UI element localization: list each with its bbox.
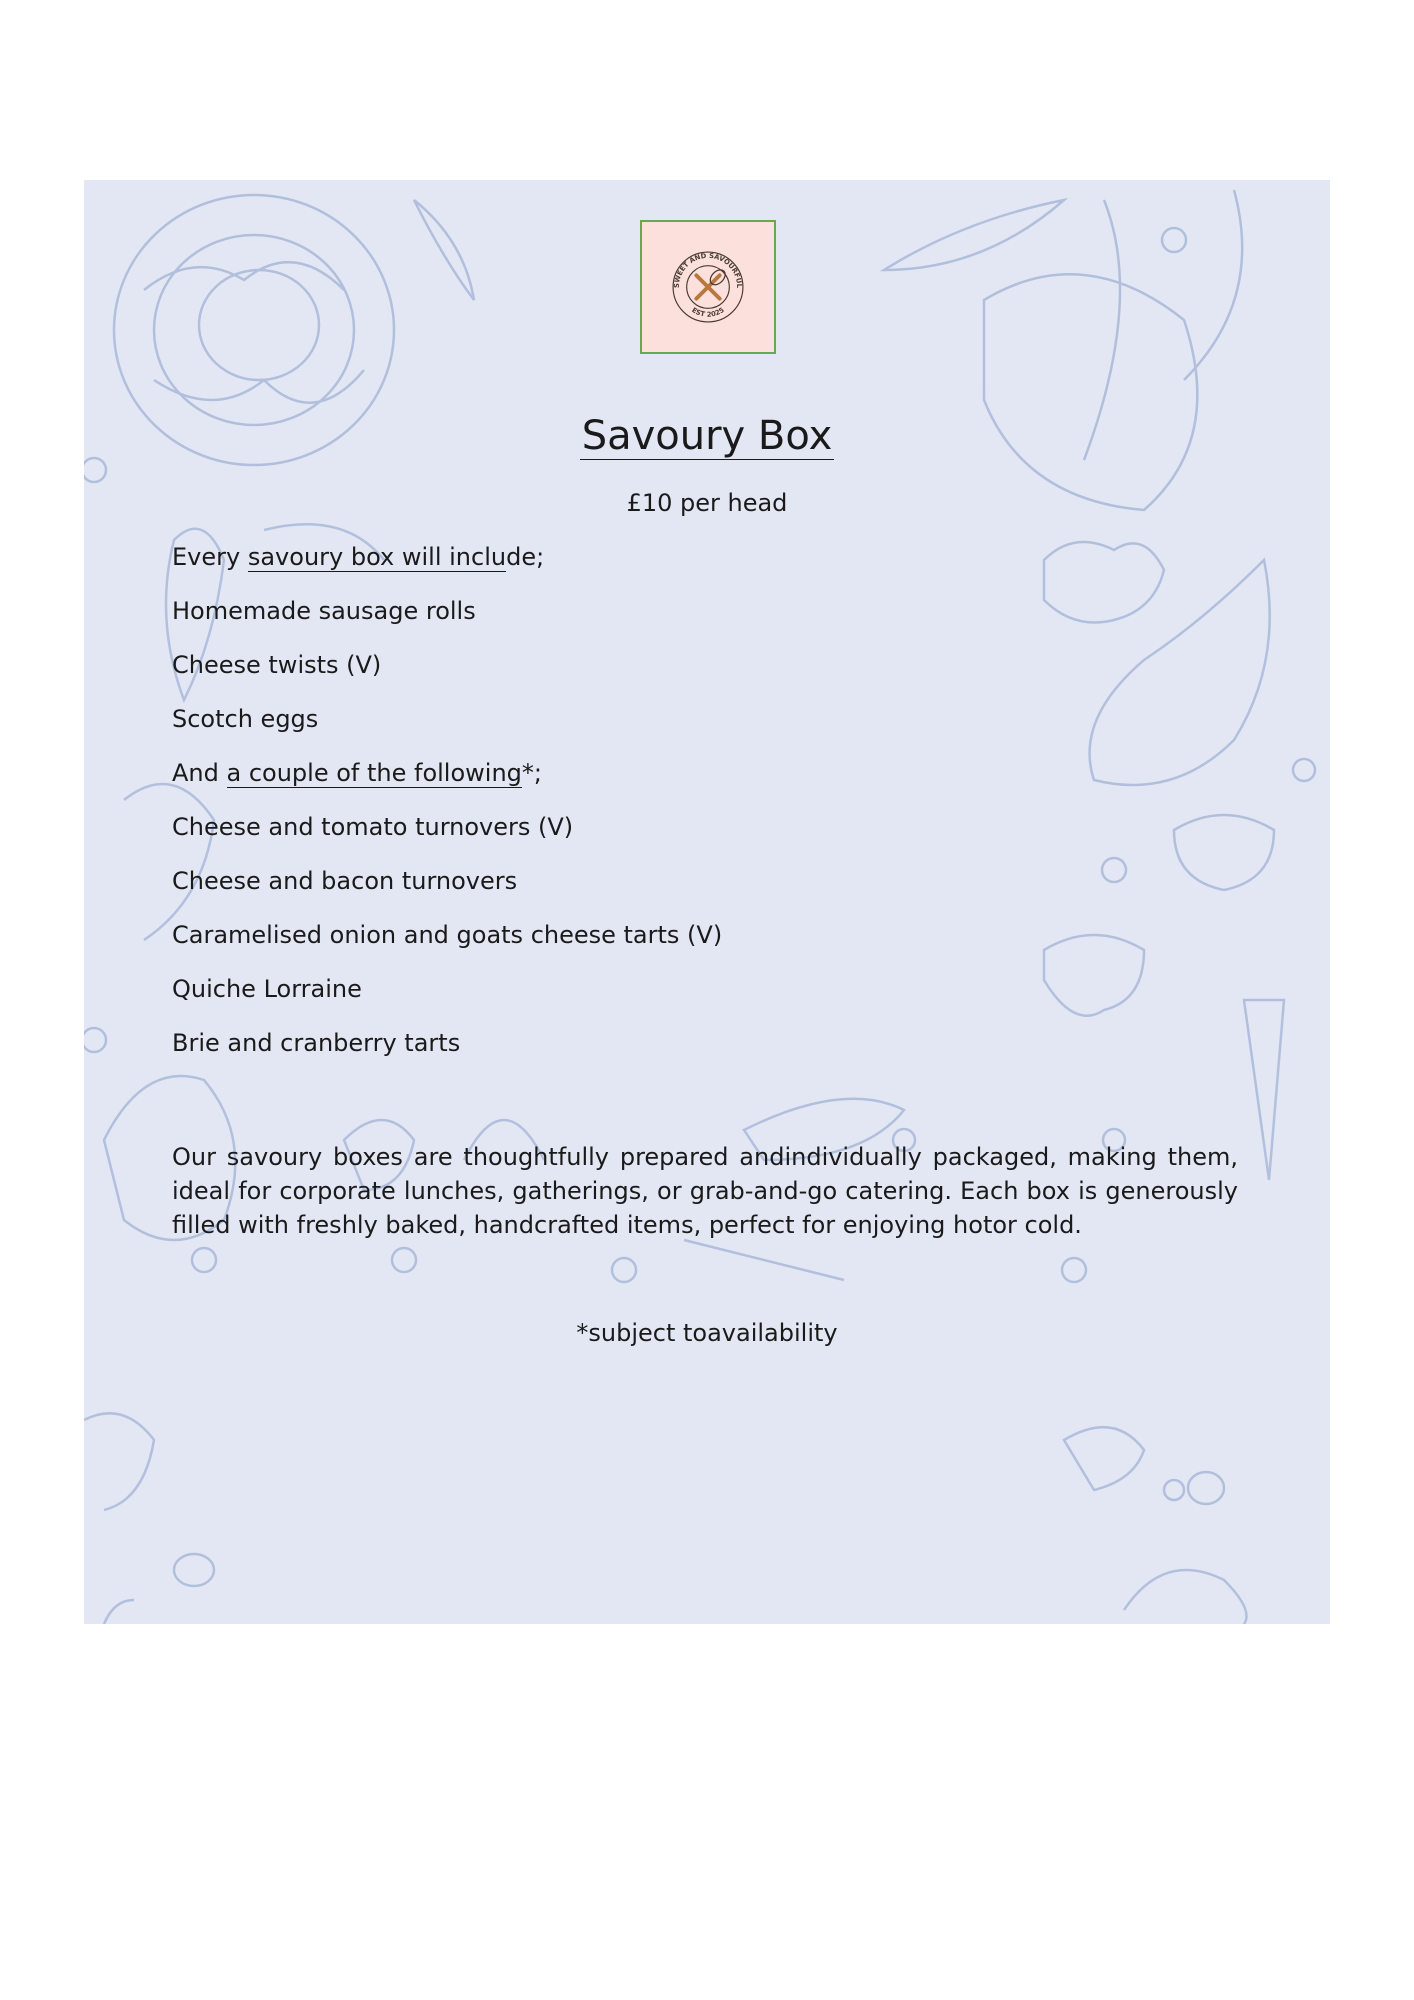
whisk-spatula-logo-icon [642, 222, 774, 352]
list-item: Cheese and bacon turnovers [172, 867, 518, 895]
box-contents-list [172, 542, 1172, 1082]
list-item: Cheese and tomato turnovers (V) [172, 813, 574, 841]
intro-line: Every savoury box will include; [172, 543, 545, 571]
pea-pod-illustration [414, 200, 474, 300]
menu-panel [84, 180, 1330, 1624]
list-item: Homemade sausage rolls [172, 597, 476, 625]
logo-top-text: SWEET AND SAVOURFUL [672, 251, 744, 289]
brand-logo [640, 220, 776, 354]
availability-footnote: *subject toavailability [576, 1319, 838, 1347]
price-per-head: £10 per head [626, 489, 788, 517]
carrot-illustration [1244, 1000, 1284, 1180]
list-item: Scotch eggs [172, 705, 319, 733]
logo-bottom-text: EST 2025 [690, 306, 726, 319]
bok-choy-illustration [984, 190, 1242, 510]
svg-text:SWEET AND SAVOURFUL [673, 252, 743, 289]
choice-intro-line: And a couple of the following*; [172, 759, 542, 787]
list-item: Caramelised onion and goats cheese tarts (V) [172, 921, 723, 949]
list-item: Cheese twists (V) [172, 651, 382, 679]
menu-title: Savoury Box [581, 413, 833, 459]
mushroom-illustration [1174, 815, 1274, 890]
description-paragraph: Our savoury boxes are thoughtfully prepared andindividually packaged, making them, ideal for corporate lunches, gatherings, or grab-and-go catering. Each box is generously filled with freshly baked, handcrafted items, perfect for enjoying hotor cold. [172, 1143, 1238, 1239]
list-item: Brie and cranberry tarts [172, 1029, 461, 1057]
list-item: Quiche Lorraine [172, 975, 362, 1003]
